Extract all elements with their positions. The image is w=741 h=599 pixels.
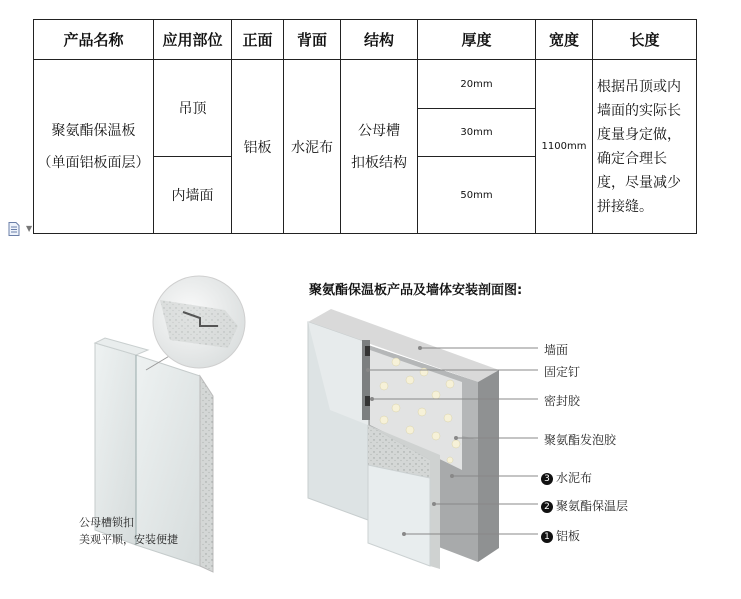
number-badge: 1 xyxy=(541,531,553,543)
width-value: 1100mm xyxy=(536,60,593,234)
header-structure: 结构 xyxy=(341,20,418,60)
back-material: 水泥布 xyxy=(284,60,341,234)
header-width: 宽度 xyxy=(536,20,593,60)
label-aluminum xyxy=(541,527,580,544)
header-back: 背面 xyxy=(284,20,341,60)
header-application: 应用部位 xyxy=(154,20,232,60)
label-cloth xyxy=(541,469,592,486)
label-insulation-text: 聚氨酯保温层 xyxy=(556,499,629,513)
header-thickness: 厚度 xyxy=(418,20,536,60)
product-subtitle: （单面铝板面层） xyxy=(37,154,150,171)
diagram-title: 聚氨酯保温板产品及墙体安装剖面图: xyxy=(309,283,523,298)
structure-line-1: 公母槽 xyxy=(358,122,400,139)
joint-detail-zoom xyxy=(146,276,245,370)
label-nail: 固定钉 xyxy=(544,365,581,379)
panel-caption-2: 美观平顺，安装便捷 xyxy=(79,533,178,546)
label-sealant: 密封胶 xyxy=(544,394,581,408)
label-aluminum-text: 铝板 xyxy=(556,529,581,543)
label-cloth-text: 水泥布 xyxy=(556,471,593,485)
label-insulation xyxy=(541,497,628,514)
product-name: 聚氨酯保温板 xyxy=(51,122,136,139)
application-inner-wall: 内墙面 xyxy=(154,157,232,234)
number-badge: 2 xyxy=(541,501,553,513)
thickness-20: 20mm xyxy=(418,60,536,109)
header-front: 正面 xyxy=(232,20,284,60)
front-material: 铝板 xyxy=(232,60,284,234)
dropdown-caret-icon[interactable]: ▼ xyxy=(26,224,33,233)
length-description: 根据吊顶或内墙面的实际长度量身定做，确定合理长度，尽量减少拼接缝。 xyxy=(593,60,697,234)
header-length: 长度 xyxy=(593,20,697,60)
number-badge: 3 xyxy=(541,473,553,485)
structure-line-2: 扣板结构 xyxy=(351,154,407,171)
label-wall: 墙面 xyxy=(544,343,569,357)
thickness-50: 50mm xyxy=(418,157,536,234)
application-ceiling: 吊顶 xyxy=(154,60,232,157)
panel-caption-1: 公母槽锁扣 xyxy=(79,516,134,529)
header-product: 产品名称 xyxy=(34,20,154,60)
thickness-30: 30mm xyxy=(418,109,536,157)
label-foam: 聚氨酯发泡胶 xyxy=(544,433,617,447)
